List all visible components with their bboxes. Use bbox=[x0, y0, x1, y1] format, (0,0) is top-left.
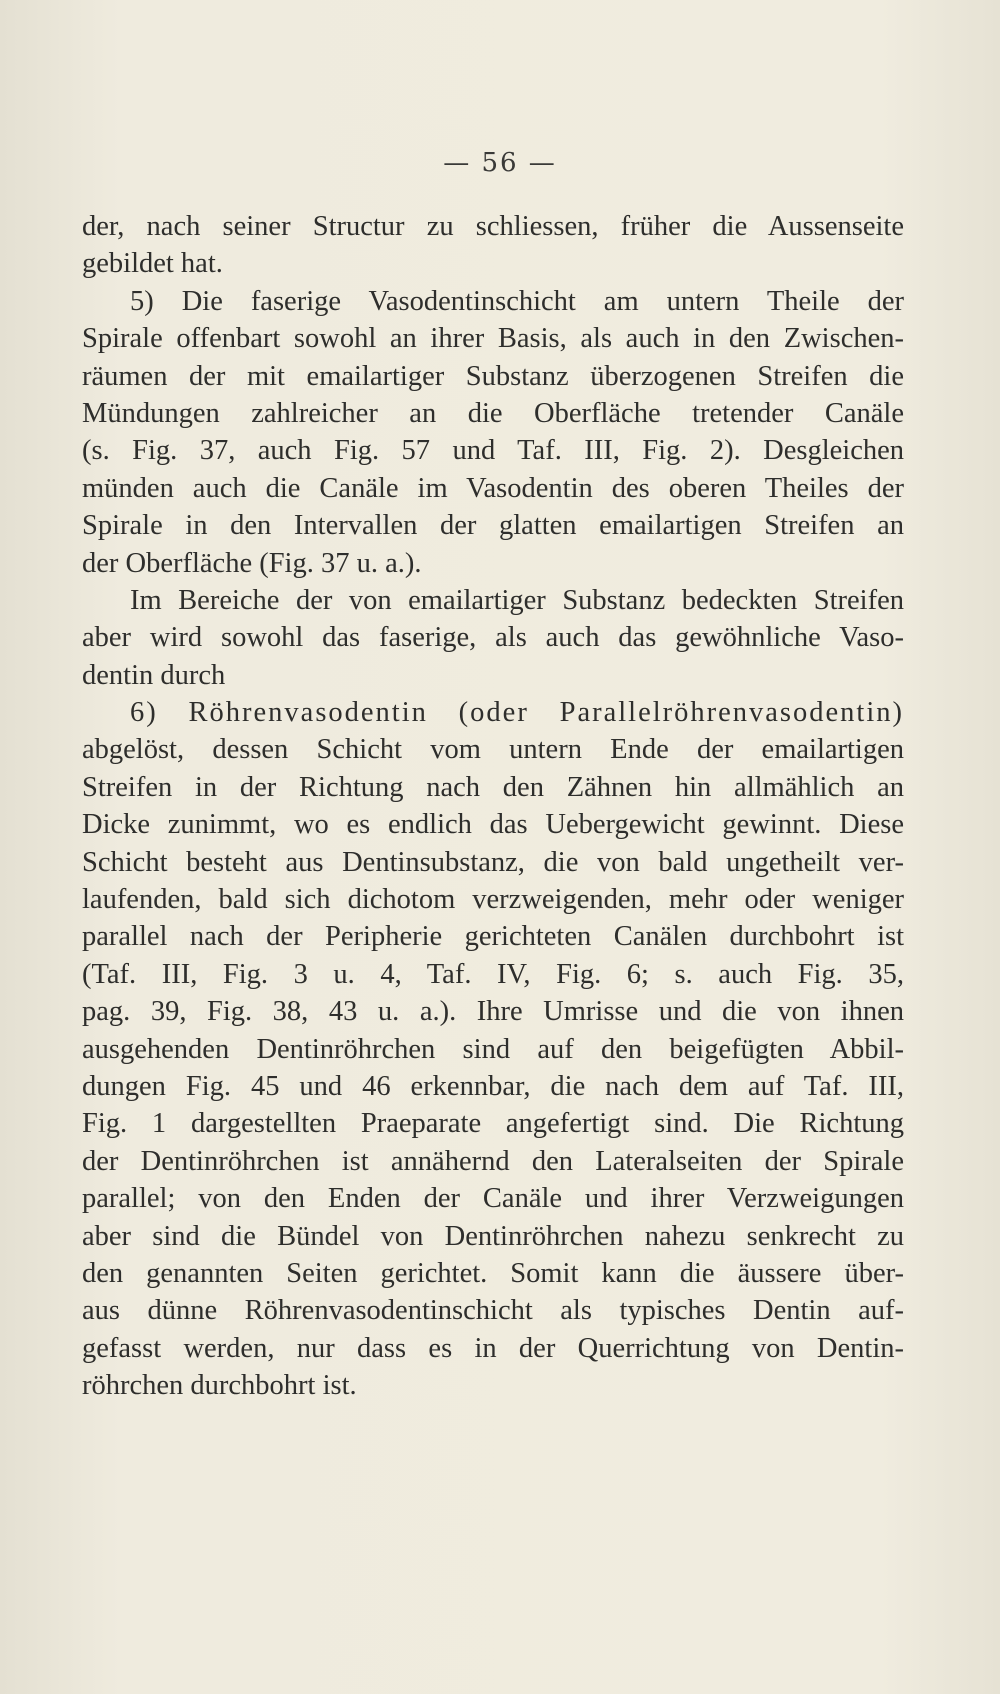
text-line: dentin durch bbox=[82, 659, 226, 691]
text-line: röhrchen durchbohrt ist. bbox=[82, 1370, 357, 1402]
text-line: aber wird sowohl das faserige, als auch das gewöhnliche Vaso- bbox=[82, 622, 904, 654]
body-text bbox=[82, 208, 904, 1405]
text-line: Fig. 1 dargestellten Praeparate angefertigt sind. Die Richtung bbox=[82, 1108, 904, 1140]
text-line: Mündungen zahlreicher an die Oberfläche tretender Canäle bbox=[82, 397, 904, 429]
text-line: der, nach seiner Structur zu schliessen, früher die Aussenseite bbox=[82, 211, 904, 242]
text-line: Im Bereiche der von emailartiger Substanz bedeckten Streifen bbox=[130, 584, 904, 616]
text-line: Streifen in der Richtung nach den Zähnen hin allmählich an bbox=[82, 771, 904, 803]
text-line: Dicke zunimmt, wo es endlich das Uebergewicht gewinnt. Diese bbox=[82, 809, 904, 841]
text-line: (Taf. III, Fig. 3 u. 4, Taf. IV, Fig. 6; s. auch Fig. 35, bbox=[82, 958, 904, 990]
text-line: laufenden, bald sich dichotom verzweigenden, mehr oder weniger bbox=[82, 884, 904, 916]
text-line: der Oberfläche (Fig. 37 u. a.). bbox=[82, 547, 422, 579]
text-line: dungen Fig. 45 und 46 erkennbar, die nach dem auf Taf. III, bbox=[82, 1070, 904, 1102]
text-line: aber sind die Bündel von Dentinröhrchen nahezu senkrecht zu bbox=[82, 1220, 904, 1252]
text-line: der Dentinröhrchen ist annähernd den Lateralseiten der Spirale bbox=[82, 1145, 904, 1177]
text-line: münden auch die Canäle im Vasodentin des oberen Theiles der bbox=[82, 472, 904, 504]
text-line: 5) Die faserige Vasodentinschicht am untern Theile der bbox=[130, 285, 904, 317]
text-line: gefasst werden, nur dass es in der Querrichtung von Dentin- bbox=[82, 1332, 904, 1364]
text-line: Spirale in den Intervallen der glatten emailartigen Streifen an bbox=[82, 510, 904, 542]
text-line: 6) Röhrenvasodentin (oder Parallelröhrenvasodentin) bbox=[130, 697, 904, 729]
text-line: ausgehenden Dentinröhrchen sind auf den beigefügten Abbil- bbox=[82, 1033, 904, 1065]
text-line: parallel nach der Peripherie gerichteten Canälen durchbohrt ist bbox=[82, 921, 904, 953]
text-line: (s. Fig. 37, auch Fig. 57 und Taf. III, Fig. 2). Desgleichen bbox=[82, 435, 904, 467]
text-line: parallel; von den Enden der Canäle und ihrer Verzweigungen bbox=[82, 1183, 904, 1215]
text-line: gebildet hat. bbox=[82, 248, 223, 280]
text-line: aus dünne Röhrenvasodentinschicht als typisches Dentin auf- bbox=[82, 1295, 904, 1327]
text-line: abgelöst, dessen Schicht vom untern Ende der emailartigen bbox=[82, 734, 904, 766]
text-line: räumen der mit emailartiger Substanz überzogenen Streifen die bbox=[82, 360, 904, 392]
text-line: Spirale offenbart sowohl an ihrer Basis, als auch in den Zwischen- bbox=[82, 323, 904, 355]
text-line: den genannten Seiten gerichtet. Somit kann die äussere über- bbox=[82, 1257, 904, 1289]
text-line: Schicht besteht aus Dentinsubstanz, die von bald ungetheilt ver- bbox=[82, 846, 904, 878]
page-number: — 56 — bbox=[443, 148, 557, 178]
text-line: pag. 39, Fig. 38, 43 u. a.). Ihre Umrisse und die von ihnen bbox=[82, 996, 904, 1028]
